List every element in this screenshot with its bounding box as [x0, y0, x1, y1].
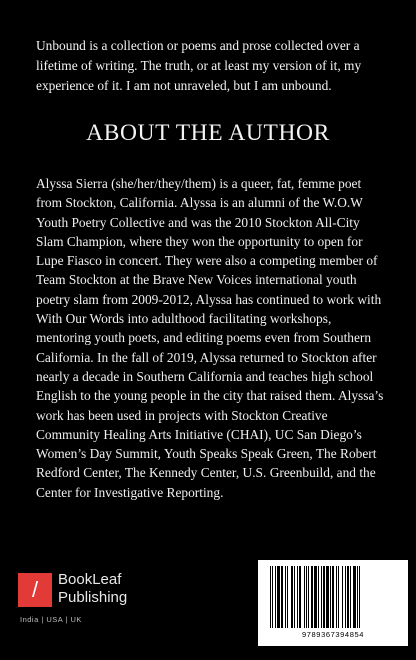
- barcode-bar: [326, 566, 329, 628]
- barcode-bar: [338, 566, 339, 628]
- barcode-bar: [306, 566, 307, 628]
- bookleaf-logo-icon: /: [18, 573, 52, 607]
- barcode-bar: [357, 566, 358, 628]
- author-bio: Alyssa Sierra (she/her/they/them) is a queer, fat, femme poet from Stockton, California. Alyssa is an alumni of the W.O.W Youth Poetry Collective and was the 2010 Stockton All-City Slam Champion, where they won the opportunity to open for Lupe Fiasco in concert. They were also a competing member of Team Stockton at the Brave New Voices international youth poetry slam from 2009-2012, Alyssa has continued to work with With Our Words into adulthood facilitating workshops, mentoring youth poets, and editing poems even from Southern California. In the fall of 2019, Alyssa returned to Stockton after nearly a decade in Southern California and teaches high school English to the young people in the city that raised them. Alyssa’s work has been used in projects with Stockton Creative Community Healing Arts Initiative (CHAI), UC San Diego’s Women’s Day Summit, Youth Speaks Speak Green, The Robert Redford Center, The Kennedy Center, U.S. Greenbuild, and the Center for Investigative Reporting.: [36, 176, 384, 500]
- barcode-bar: [350, 566, 351, 628]
- barcode-bar: [318, 566, 319, 628]
- barcode-bar: [287, 566, 288, 628]
- publisher-name-line1: BookLeaf: [58, 571, 122, 588]
- barcode-bar: [308, 566, 309, 628]
- isbn-barcode: [258, 560, 408, 646]
- publisher-regions: India | USA | UK: [20, 615, 82, 624]
- isbn-number: 9789367394854: [301, 630, 365, 639]
- barcode-bar: [291, 566, 293, 628]
- publisher-name-line2: Publishing: [58, 589, 128, 606]
- barcode-bar: [342, 566, 343, 628]
- barcode-bar: [311, 566, 313, 628]
- barcode-bar: [321, 566, 322, 628]
- barcode-bar: [353, 566, 356, 628]
- about-author-heading: ABOUT THE AUTHOR: [86, 120, 330, 146]
- publisher-logo: [18, 571, 188, 631]
- barcode-bar: [304, 566, 305, 628]
- barcode-bar: [294, 566, 295, 628]
- barcode-bar: [297, 566, 298, 628]
- barcode-bar: [275, 566, 276, 628]
- barcode-bar: [345, 566, 346, 628]
- barcode-bar: [323, 566, 325, 628]
- barcode-bar: [281, 566, 283, 628]
- back-cover-blurb: Unbound is a collection or poems and prose collected over a lifetime of writing. The truth, or at least my version of it, my experience of it. I am not unraveled, but I am unbound.: [36, 38, 362, 93]
- barcode-bar: [330, 566, 331, 628]
- barcode-bar: [359, 566, 360, 628]
- barcode-bar: [299, 566, 301, 628]
- barcode-bars: [270, 566, 396, 628]
- barcode-bar: [270, 566, 271, 628]
- barcode-bar: [285, 566, 286, 628]
- publisher-name: [58, 571, 127, 607]
- barcode-bar: [332, 566, 334, 628]
- barcode-bar: [336, 566, 337, 628]
- barcode-bar: [277, 566, 280, 628]
- barcode-bar: [272, 566, 273, 628]
- barcode-bar: [347, 566, 349, 628]
- barcode-bar: [314, 566, 317, 628]
